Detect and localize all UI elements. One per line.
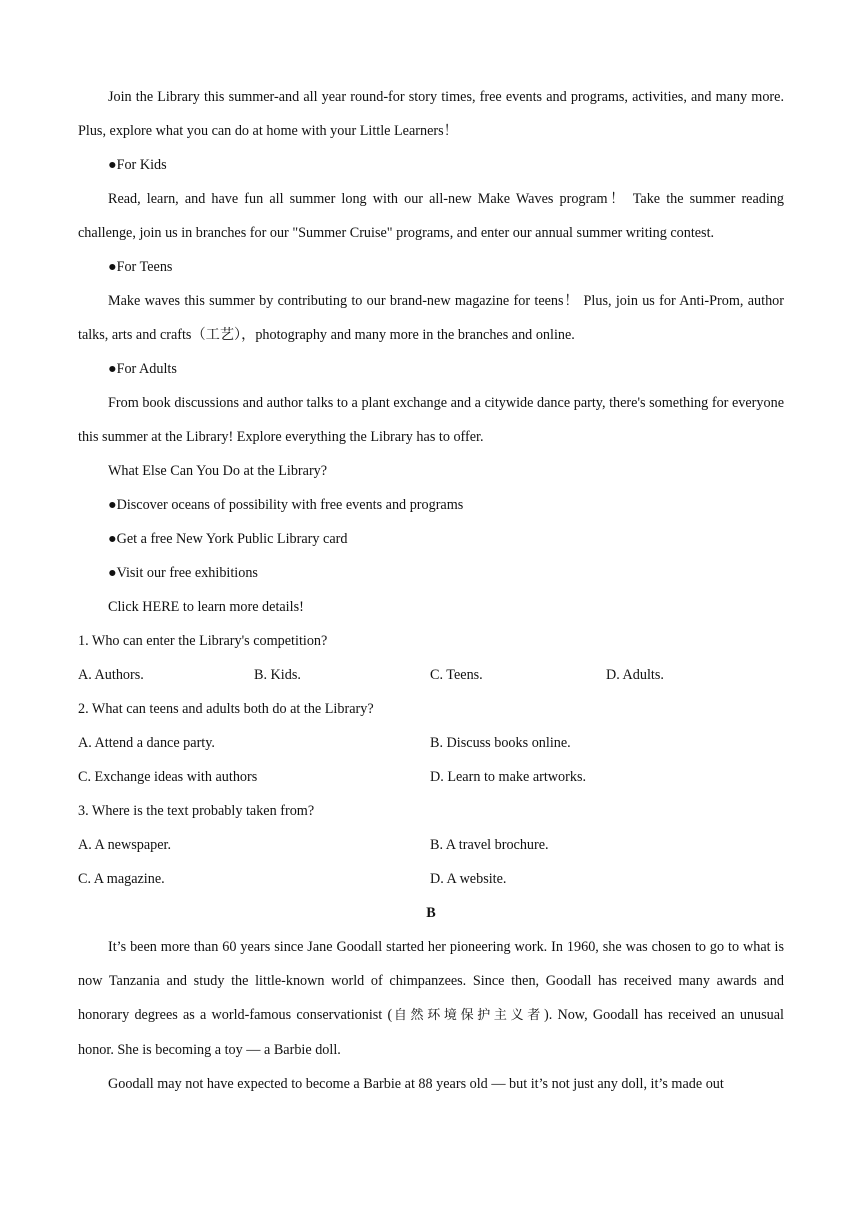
what-else-heading: What Else Can You Do at the Library? xyxy=(108,463,328,479)
section-b-paragraph-1-after: ). Now, Goodall has received an unusual honor. She is becoming a toy — a Barbie doll. xyxy=(78,1007,784,1058)
option-c: C. Teens. xyxy=(430,667,483,683)
option-d: D. A website. xyxy=(430,871,507,887)
what-else-item: ●Get a free New York Public Library card xyxy=(108,531,348,547)
teens-paragraph-after: ，photography and many more in the branches and online. xyxy=(241,327,575,343)
option-b: B. A travel brochure. xyxy=(430,837,549,853)
option-d: D. Adults. xyxy=(606,667,664,683)
question-3-options-row-2 xyxy=(78,862,784,896)
teens-gloss: （工艺） xyxy=(191,327,242,343)
option-c: C. Exchange ideas with authors xyxy=(78,769,258,785)
adults-paragraph: From book discussions and author talks to a plant exchange and a citywide dance party, there's something for everyone this summer at the Library! Explore everything the Library has to offer. xyxy=(78,395,784,445)
conservationist-gloss: 自然环境保护主义者 xyxy=(392,1008,544,1023)
option-c: C. A magazine. xyxy=(78,871,165,887)
section-b-paragraph-2: Goodall may not have expected to become a Barbie at 88 years old — but it’s not just any doll, it’s made out xyxy=(108,1076,724,1092)
option-d: D. Learn to make artworks. xyxy=(430,769,587,785)
question-2-options-row-2 xyxy=(78,760,784,794)
option-a: A. Attend a dance party. xyxy=(78,735,215,751)
teens-heading: ●For Teens xyxy=(108,259,173,275)
kids-heading: ●For Kids xyxy=(108,157,167,173)
intro-paragraph: Join the Library this summer-and all year round-for story times, free events and programs, activities, and many more. Plus, explore what you can do at home with your Little Learners！ xyxy=(78,89,784,139)
section-b-heading: B xyxy=(426,905,436,921)
option-b: B. Kids. xyxy=(254,667,301,683)
document-page xyxy=(78,80,784,1101)
section-b-paragraph-1 xyxy=(78,930,784,1067)
question-3: 3. Where is the text probably taken from? xyxy=(78,803,315,819)
question-1: 1. Who can enter the Library's competition? xyxy=(78,633,328,649)
section-b-paragraph-1-before: It’s been more than 60 years since Jane Goodall started her pioneering work. In 1960, she was chosen to go to what is now Tanzania and study the little-known world of chimpanzees. Since then, Goodall has received many awards and honorary degrees as a world-famous conservationist ( xyxy=(78,939,784,1023)
question-2-options-row-1 xyxy=(78,726,784,760)
question-2: 2. What can teens and adults both do at the Library? xyxy=(78,701,374,717)
teens-paragraph xyxy=(78,284,784,352)
teens-paragraph-before: Make waves this summer by contributing to our brand-new magazine for teens！ Plus, join us for Anti-Prom, author talks, arts and crafts xyxy=(78,293,784,343)
click-here-text: Click HERE to learn more details! xyxy=(108,599,304,615)
what-else-item: ●Visit our free exhibitions xyxy=(108,565,258,581)
question-1-options xyxy=(78,658,784,692)
kids-paragraph: Read, learn, and have fun all summer long with our all-new Make Waves program！ Take the summer reading challenge, join us in branches for our "Summer Cruise" programs, and enter our annual summer writing contest. xyxy=(78,191,784,241)
option-a: A. Authors. xyxy=(78,667,144,683)
option-b: B. Discuss books online. xyxy=(430,735,571,751)
adults-heading: ●For Adults xyxy=(108,361,177,377)
question-3-options-row-1 xyxy=(78,828,784,862)
option-a: A. A newspaper. xyxy=(78,837,171,853)
what-else-item: ●Discover oceans of possibility with free events and programs xyxy=(108,497,464,513)
